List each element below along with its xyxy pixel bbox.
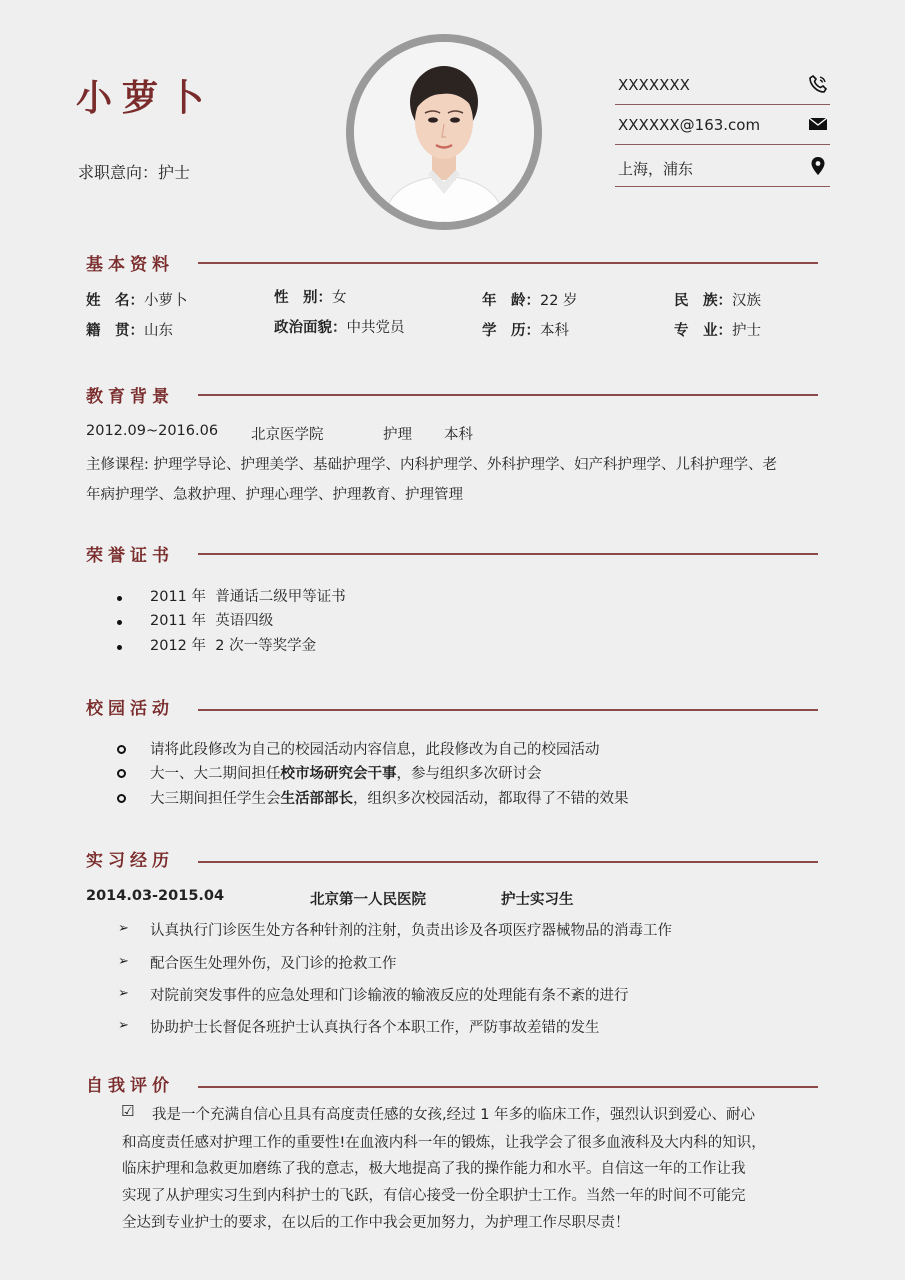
intern-item: 认真执行门诊医生处方各种针剂的注射，负责出诊及各项医疗器械物品的消毒工作: [150, 923, 672, 939]
arrow-bullet-icon: ➢: [118, 921, 129, 936]
edu-school: 北京医学院: [251, 427, 324, 443]
section-divider: [198, 394, 818, 396]
bullet: [117, 620, 122, 625]
section-divider: [198, 1086, 818, 1088]
self-line: 实现了从护理实习生到内科护士的飞跃，有信心接受一份全职护士工作。当然一年的时间不可能完: [122, 1188, 746, 1204]
section-divider: [198, 262, 818, 264]
arrow-bullet-icon: ➢: [118, 954, 129, 969]
mail-icon: [808, 114, 828, 134]
edu-courses-line2: 年病护理学、急救护理、护理心理学、护理教育、护理管理: [86, 487, 463, 503]
section-title-self: 自我评价: [86, 1076, 174, 1096]
honor-item: 2011 年 英语四级: [150, 613, 274, 629]
arrow-bullet-icon: ➢: [118, 986, 129, 1001]
intern-item: 协助护士长督促各班护士认真执行各个本职工作，严防事故差错的发生: [150, 1020, 600, 1036]
campus-item: 请将此段修改为自己的校园活动内容信息，此段修改为自己的校园活动: [150, 742, 600, 758]
email-text: XXXXXX@163.com: [618, 116, 761, 134]
section-title-honors: 荣誉证书: [86, 546, 174, 566]
info-hometown: 籍 贯：山东: [86, 323, 173, 339]
info-education: 学 历：本科: [482, 323, 569, 339]
edu-courses-line1: 主修课程: 护理学导论、护理美学、基础护理学、内科护理学、外科护理学、妇产科护理学、儿科护理学、老: [86, 457, 777, 473]
intern-role: 护士实习生: [501, 892, 574, 908]
location-text: 上海，浦东: [618, 160, 694, 178]
bullet: [117, 596, 122, 601]
contact-email: [615, 106, 830, 145]
info-gender: 性 别：女: [274, 290, 347, 306]
phone-text: XXXXXXX: [618, 76, 690, 94]
job-intent: [78, 160, 190, 183]
edu-period: 2012.09~2016.06: [86, 423, 219, 439]
bullet: [117, 769, 126, 778]
intern-item: 配合医生处理外伤，及门诊的抢救工作: [150, 956, 397, 972]
bullet: [117, 794, 126, 803]
section-title-internship: 实习经历: [86, 851, 174, 871]
info-major: 专 业：护士: [674, 323, 761, 339]
contact-phone: [615, 66, 830, 105]
job-intent-label: 求职意向：: [78, 163, 159, 182]
info-age: 年 龄：22 岁: [482, 293, 578, 309]
campus-item: 大三期间担任学生会生活部部长，组织多次校园活动，都取得了不错的效果: [150, 791, 629, 807]
section-divider: [198, 861, 818, 863]
section-title-basic: 基本资料: [86, 255, 174, 275]
edu-major: 护理: [383, 427, 412, 443]
location-icon: [808, 156, 828, 176]
intern-org: 北京第一人民医院: [310, 892, 426, 908]
job-intent-value: 护士: [158, 163, 191, 182]
contact-location: [615, 148, 830, 187]
intern-period: 2014.03-2015.04: [86, 888, 225, 904]
bullet: [117, 645, 122, 650]
honor-item: 2012 年 2 次一等奖学金: [150, 638, 317, 654]
bullet: [117, 745, 126, 754]
campus-item: 大一、大二期间担任校市场研究会干事，参与组织多次研讨会: [150, 766, 542, 782]
arrow-bullet-icon: ➢: [118, 1018, 129, 1033]
self-line: 和高度责任感对护理工作的重要性!在血液内科一年的锻炼，让我学会了很多血液科及大内科的知识，: [122, 1135, 766, 1151]
section-divider: [198, 553, 818, 555]
info-political: 政治面貌：中共党员: [274, 320, 405, 336]
portrait-image: [354, 42, 534, 222]
edu-degree: 本科: [444, 427, 473, 443]
honor-item: 2011 年 普通话二级甲等证书: [150, 589, 346, 605]
info-name: 姓 名：小萝卜: [86, 293, 188, 309]
section-title-education: 教育背景: [86, 387, 174, 407]
info-ethnicity: 民 族：汉族: [674, 293, 761, 309]
self-line: 临床护理和急救更加磨练了我的意志，极大地提高了我的操作能力和水平。自信这一年的工作让我: [122, 1161, 746, 1177]
profile-photo: [346, 34, 542, 230]
self-line: 全达到专业护士的要求，在以后的工作中我会更加努力，为护理工作尽职尽责！: [122, 1215, 630, 1231]
section-title-campus: 校园活动: [86, 699, 174, 719]
self-line: 我是一个充满自信心且具有高度责任感的女孩,经过 1 年多的临床工作，强烈认识到爱心、耐心: [152, 1107, 756, 1123]
checkbox-icon: ☑: [121, 1102, 135, 1120]
section-divider: [198, 709, 818, 711]
phone-icon: [808, 74, 828, 94]
candidate-name: 小萝卜: [76, 78, 215, 119]
intern-item: 对院前突发事件的应急处理和门诊输液的输液反应的处理能有条不紊的进行: [150, 988, 629, 1004]
